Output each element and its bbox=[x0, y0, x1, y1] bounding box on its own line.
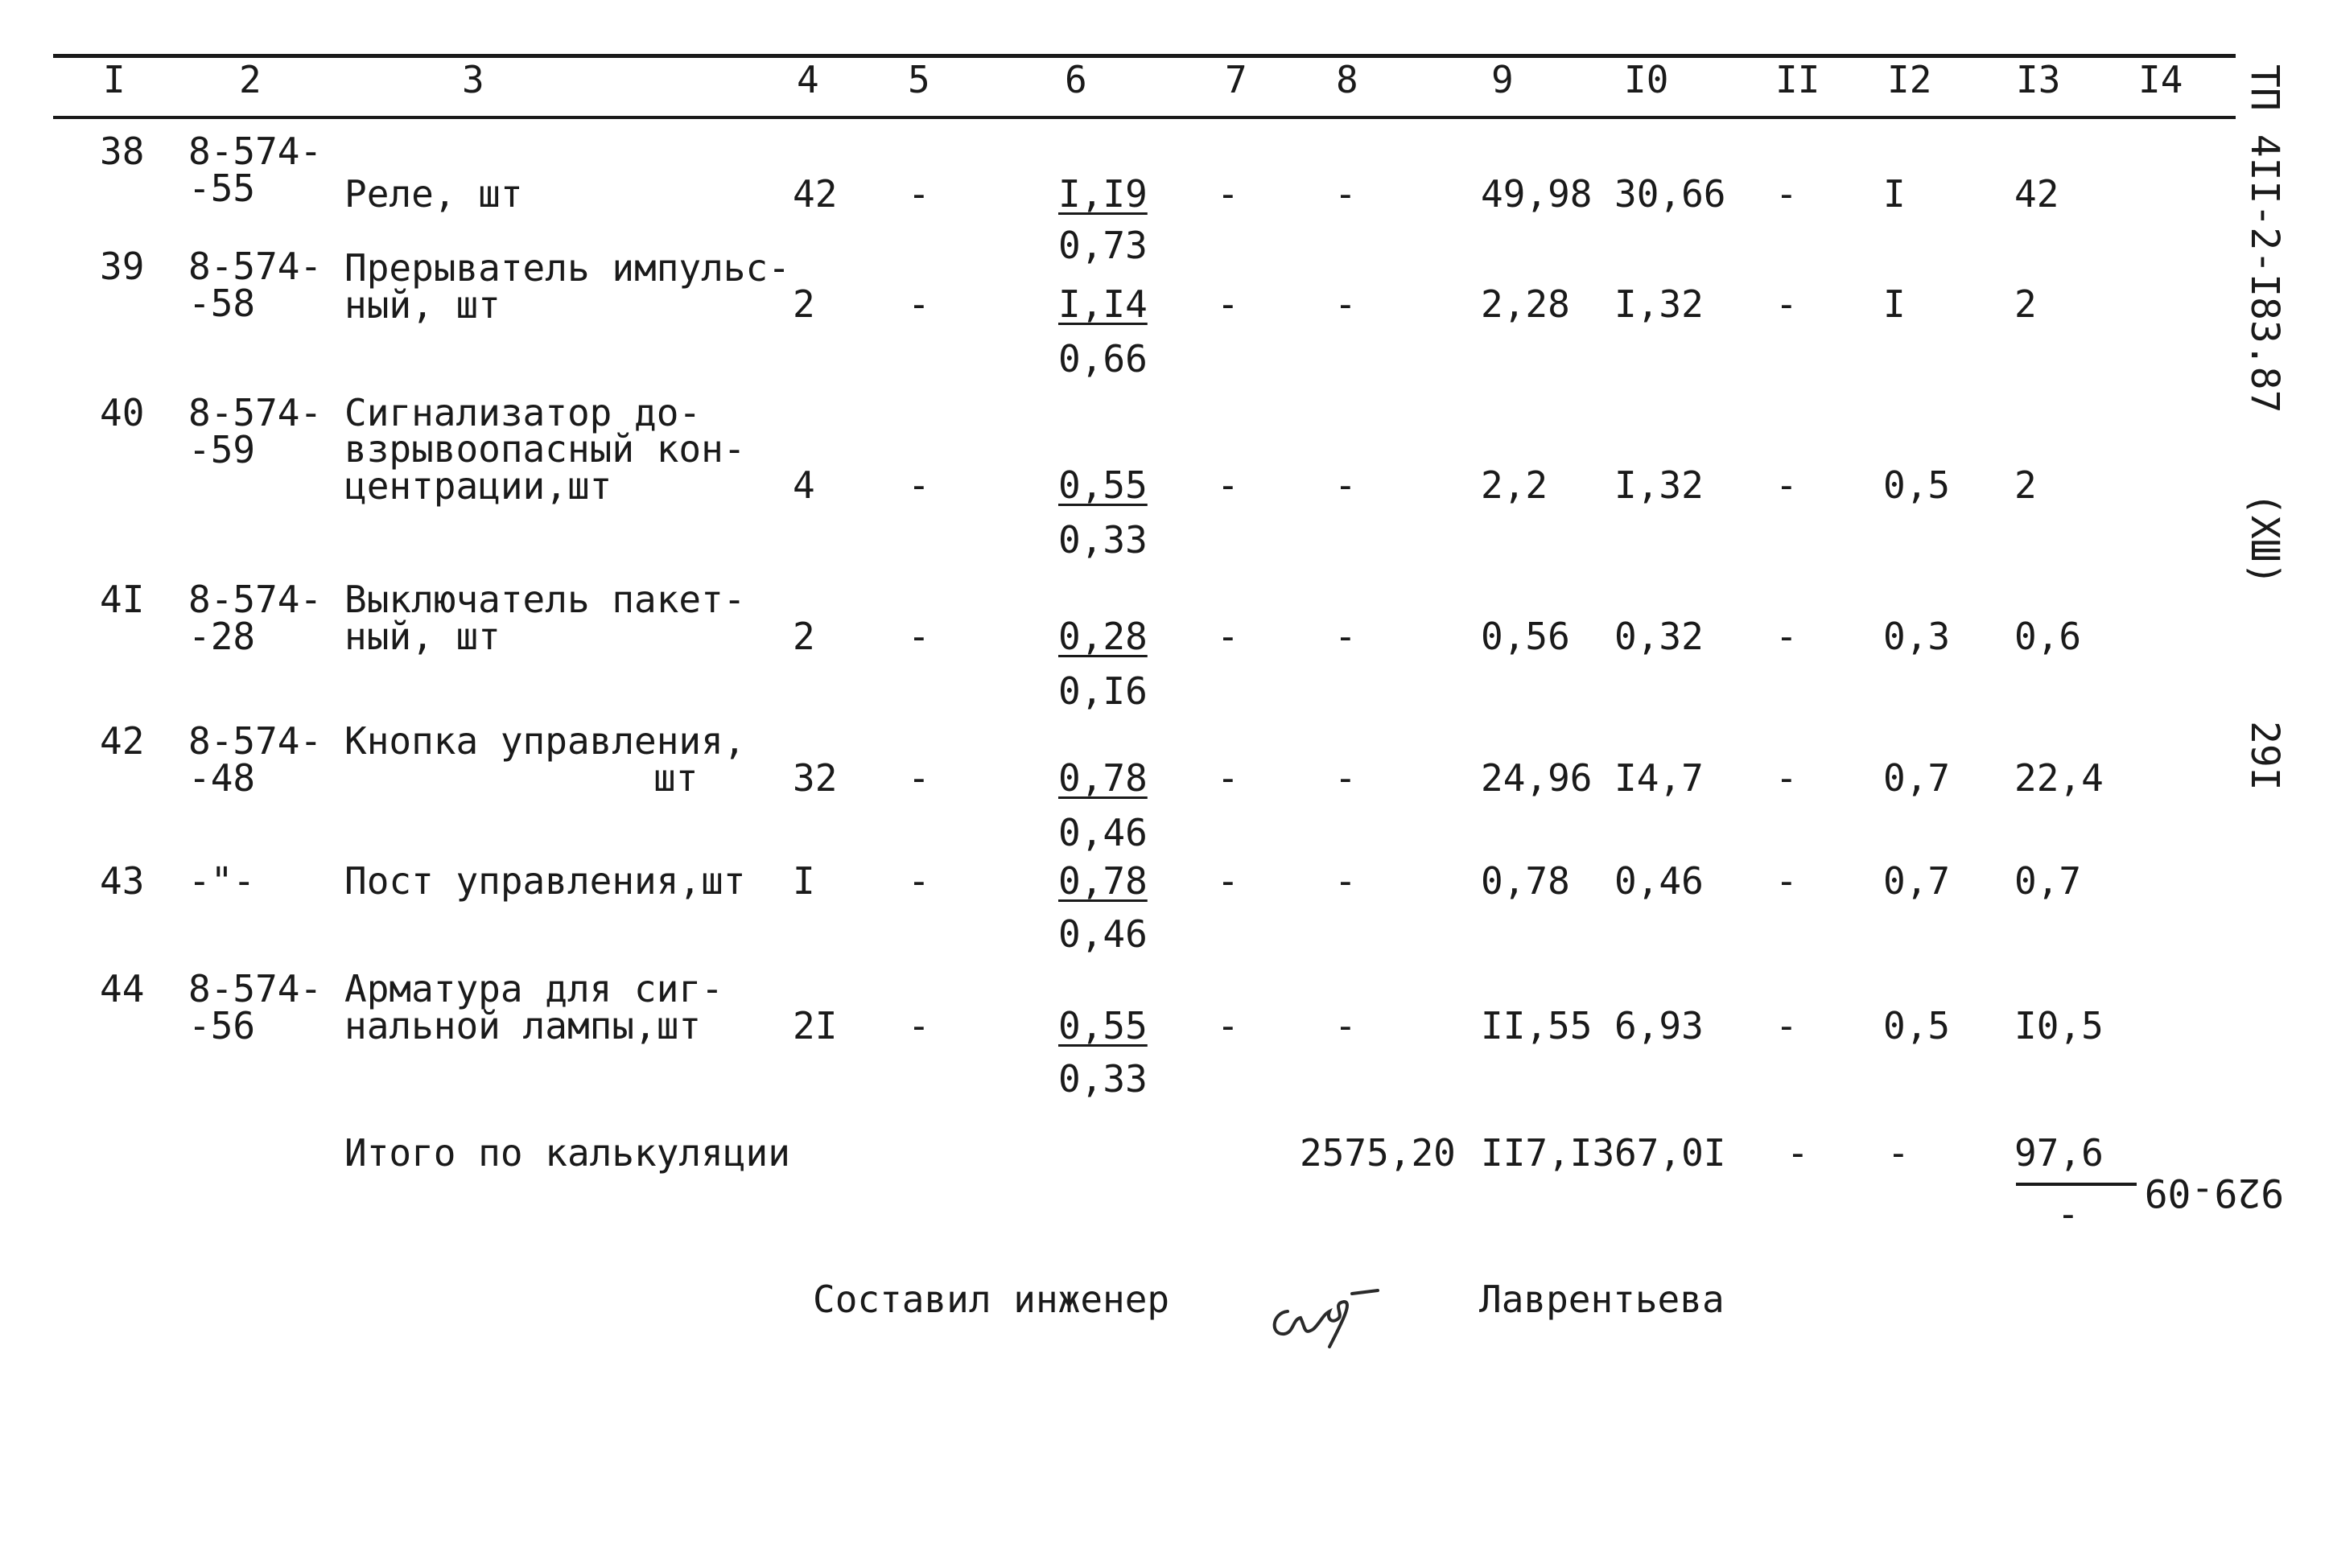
row-col7: - bbox=[1217, 282, 1239, 326]
row-col7: - bbox=[1217, 172, 1239, 216]
row-col4: 2 bbox=[793, 615, 815, 658]
row-col5: - bbox=[908, 282, 930, 326]
row-col9: 49,98 bbox=[1481, 172, 1593, 216]
row-code-cont: -28 bbox=[188, 615, 256, 658]
header-col-4: 4 bbox=[797, 58, 819, 101]
row-col11: - bbox=[1775, 615, 1798, 658]
row-name-line: Прерыватель импульс- bbox=[344, 246, 790, 290]
header-col-7: 7 bbox=[1225, 58, 1247, 101]
row-code-cont: -56 bbox=[188, 1004, 256, 1047]
header-rule bbox=[53, 116, 2236, 119]
row-col6-denominator: 0,46 bbox=[1058, 912, 1148, 956]
row-col10: 0,32 bbox=[1614, 615, 1704, 658]
row-col5: - bbox=[908, 463, 930, 507]
row-col8: - bbox=[1334, 1004, 1357, 1047]
row-col13: I0,5 bbox=[2014, 1004, 2104, 1047]
row-col13: 22,4 bbox=[2014, 756, 2104, 800]
total-col10: 67,0I bbox=[1614, 1131, 1726, 1175]
row-code: 8-574- bbox=[188, 130, 323, 173]
row-name-line: Арматура для сиг- bbox=[344, 967, 723, 1010]
total-label: Итого по калькуляции bbox=[344, 1131, 790, 1175]
row-col12: I bbox=[1883, 282, 1906, 326]
row-col11: - bbox=[1775, 756, 1798, 800]
row-col6-denominator: 0,33 bbox=[1058, 518, 1148, 562]
side-code: 929-09 bbox=[2144, 1170, 2284, 1215]
row-col10: I,32 bbox=[1614, 282, 1704, 326]
row-col8: - bbox=[1334, 859, 1357, 903]
header-col-14: I4 bbox=[2138, 58, 2183, 101]
header-col-2: 2 bbox=[239, 58, 262, 101]
row-col12: 0,5 bbox=[1883, 463, 1951, 507]
composer-role: Составил инженер bbox=[813, 1278, 1170, 1321]
row-number: 40 bbox=[100, 391, 145, 434]
row-col12: 0,3 bbox=[1883, 615, 1951, 658]
signature bbox=[1255, 1255, 1424, 1360]
row-col9: II,55 bbox=[1481, 1004, 1593, 1047]
row-col7: - bbox=[1217, 859, 1239, 903]
row-col4: 42 bbox=[793, 172, 838, 216]
row-number: 44 bbox=[100, 967, 145, 1010]
row-col12: 0,7 bbox=[1883, 859, 1951, 903]
row-col11: - bbox=[1775, 463, 1798, 507]
row-code: -"- bbox=[188, 859, 256, 903]
row-col7: - bbox=[1217, 463, 1239, 507]
header-col-5: 5 bbox=[908, 58, 930, 101]
row-code: 8-574- bbox=[188, 391, 323, 434]
header-col-6: 6 bbox=[1065, 58, 1087, 101]
row-col7: - bbox=[1217, 1004, 1239, 1047]
total-col11: - bbox=[1787, 1131, 1809, 1175]
row-col11: - bbox=[1775, 1004, 1798, 1047]
row-col13: 42 bbox=[2014, 172, 2059, 216]
total-col8: 2575,20 bbox=[1300, 1131, 1456, 1175]
row-col7: - bbox=[1217, 615, 1239, 658]
row-col6-numerator: 0,28 bbox=[1058, 615, 1148, 658]
row-name-line: шт bbox=[653, 756, 699, 800]
row-col11: - bbox=[1775, 282, 1798, 326]
row-code: 8-574- bbox=[188, 719, 323, 763]
row-col11: - bbox=[1775, 172, 1798, 216]
row-col12: 0,7 bbox=[1883, 756, 1951, 800]
header-col-9: 9 bbox=[1491, 58, 1514, 101]
row-number: 4I bbox=[100, 578, 145, 621]
row-number: 43 bbox=[100, 859, 145, 903]
header-col-12: I2 bbox=[1887, 58, 1932, 101]
row-col10: 30,66 bbox=[1614, 172, 1726, 216]
row-col6-denominator: 0,46 bbox=[1058, 811, 1148, 854]
side-section: (ХШ) bbox=[2242, 492, 2287, 586]
header-col-3: 3 bbox=[462, 58, 484, 101]
row-name-line: ный, шт bbox=[344, 615, 501, 658]
row-name-line: Сигнализатор до- bbox=[344, 391, 702, 434]
total-col13-below: - bbox=[2057, 1192, 2080, 1236]
row-col6-denominator: 0,I6 bbox=[1058, 669, 1148, 713]
row-col8: - bbox=[1334, 172, 1357, 216]
row-col9: 0,78 bbox=[1481, 859, 1570, 903]
row-code: 8-574- bbox=[188, 245, 323, 288]
row-col13: 2 bbox=[2014, 463, 2037, 507]
row-col5: - bbox=[908, 172, 930, 216]
row-col4: I bbox=[793, 859, 815, 903]
row-col5: - bbox=[908, 859, 930, 903]
total-underline bbox=[2016, 1183, 2137, 1186]
row-col10: I,32 bbox=[1614, 463, 1704, 507]
row-code-cont: -59 bbox=[188, 428, 256, 471]
row-code-cont: -48 bbox=[188, 756, 256, 800]
header-col-10: I0 bbox=[1624, 58, 1669, 101]
side-doc-number: ТП 4II-2-I83.87 bbox=[2242, 64, 2287, 414]
row-col7: - bbox=[1217, 756, 1239, 800]
row-name-line: Реле, шт bbox=[344, 172, 523, 216]
row-col6-numerator: 0,78 bbox=[1058, 859, 1148, 903]
row-col8: - bbox=[1334, 756, 1357, 800]
total-col12: - bbox=[1887, 1131, 1910, 1175]
row-col9: 2,2 bbox=[1481, 463, 1548, 507]
composer-name: Лаврентьева bbox=[1479, 1278, 1725, 1321]
row-col4: 4 bbox=[793, 463, 815, 507]
row-col8: - bbox=[1334, 615, 1357, 658]
row-number: 38 bbox=[100, 130, 145, 173]
row-col6-denominator: 0,33 bbox=[1058, 1057, 1148, 1101]
row-name-line: нальной лампы,шт bbox=[344, 1004, 702, 1047]
row-col11: - bbox=[1775, 859, 1798, 903]
header-col-8: 8 bbox=[1336, 58, 1358, 101]
row-col4: 2I bbox=[793, 1004, 838, 1047]
row-col6-numerator: 0,55 bbox=[1058, 463, 1148, 507]
row-col4: 2 bbox=[793, 282, 815, 326]
total-col13: 97,6 bbox=[2014, 1131, 2104, 1175]
row-name-line: Кнопка управления, bbox=[344, 719, 746, 763]
row-col10: 0,46 bbox=[1614, 859, 1704, 903]
side-page-number: 29I bbox=[2242, 721, 2287, 791]
row-name-line: Пост управления,шт bbox=[344, 859, 746, 903]
row-col9: 2,28 bbox=[1481, 282, 1570, 326]
row-code: 8-574- bbox=[188, 967, 323, 1010]
row-name-line: ный, шт bbox=[344, 283, 501, 327]
header-col-1: I bbox=[103, 58, 126, 101]
row-col13: 2 bbox=[2014, 282, 2037, 326]
row-col12: I bbox=[1883, 172, 1906, 216]
row-number: 42 bbox=[100, 719, 145, 763]
row-code-cont: -55 bbox=[188, 167, 256, 210]
row-col5: - bbox=[908, 615, 930, 658]
row-name-line: центрации,шт bbox=[344, 464, 612, 508]
row-code-cont: -58 bbox=[188, 282, 256, 325]
header-col-13: I3 bbox=[2016, 58, 2061, 101]
row-col13: 0,7 bbox=[2014, 859, 2082, 903]
row-col6-numerator: 0,55 bbox=[1058, 1004, 1148, 1047]
row-name-line: взрывоопасный кон- bbox=[344, 427, 746, 471]
row-col6-numerator: 0,78 bbox=[1058, 756, 1148, 800]
row-col9: 24,96 bbox=[1481, 756, 1593, 800]
row-col10: I4,7 bbox=[1614, 756, 1704, 800]
row-col5: - bbox=[908, 756, 930, 800]
row-col13: 0,6 bbox=[2014, 615, 2082, 658]
row-col6-denominator: 0,73 bbox=[1058, 224, 1148, 267]
row-col6-numerator: I,I9 bbox=[1058, 172, 1148, 216]
row-col4: 32 bbox=[793, 756, 838, 800]
row-col12: 0,5 bbox=[1883, 1004, 1951, 1047]
header-col-11: II bbox=[1775, 58, 1820, 101]
row-number: 39 bbox=[100, 245, 145, 288]
row-col5: - bbox=[908, 1004, 930, 1047]
row-col8: - bbox=[1334, 463, 1357, 507]
row-col9: 0,56 bbox=[1481, 615, 1570, 658]
total-col9: II7,I3 bbox=[1481, 1131, 1615, 1175]
row-name-line: Выключатель пакет- bbox=[344, 578, 746, 621]
row-col6-numerator: I,I4 bbox=[1058, 282, 1148, 326]
row-col8: - bbox=[1334, 282, 1357, 326]
row-code: 8-574- bbox=[188, 578, 323, 621]
row-col10: 6,93 bbox=[1614, 1004, 1704, 1047]
row-col6-denominator: 0,66 bbox=[1058, 337, 1148, 381]
